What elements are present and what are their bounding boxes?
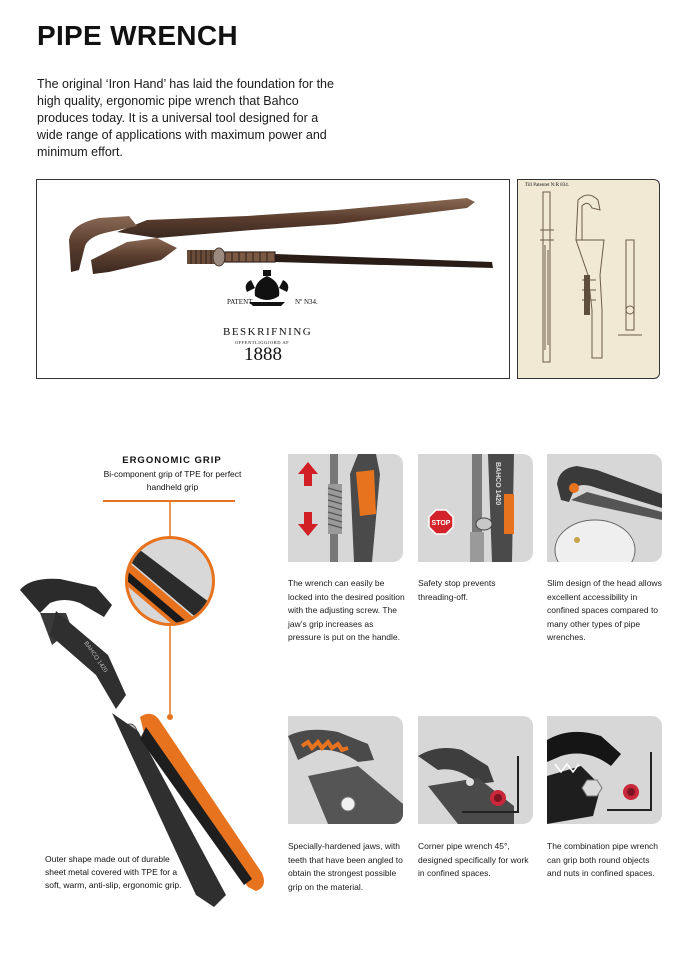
feature-text-safety-stop: Safety stop prevents threading-off. xyxy=(418,578,496,602)
brand-text: BAHCO 1420 xyxy=(494,462,501,506)
feature-text-corner-wrench: Corner pipe wrench 45°, designed specifically for work in confined spaces. xyxy=(418,841,529,878)
feature-text-slim-head: Slim design of the head allows excellent accessibility in confined spaces compared to many other types of pipe wrenches. xyxy=(547,578,662,642)
callout-divider xyxy=(103,500,235,502)
technical-drawing xyxy=(517,179,660,379)
feature-panel-safety-stop xyxy=(418,454,533,562)
patent-number: Nº N34. xyxy=(295,298,318,306)
description-heading: BESKRIFNING xyxy=(223,326,313,338)
stop-label: STOP xyxy=(431,520,451,527)
patent-drawing-illustration xyxy=(518,180,659,378)
feature-panel-adjusting-screw xyxy=(288,454,403,562)
historical-wrench-image xyxy=(36,179,510,379)
feature-panel-hardened-jaws xyxy=(288,716,403,824)
feature-panel-combination xyxy=(547,716,662,824)
arrow-down-icon xyxy=(298,512,318,536)
feature-panel-slim-head xyxy=(547,454,662,562)
feature-text-combination: The combination pipe wrench can grip both round objects and nuts in confined spaces. xyxy=(547,841,659,878)
drawing-caption: Till Patentet N:R 834. xyxy=(525,183,569,188)
ergonomic-grip-text: Bi-component grip of TPE for perfect handheld grip xyxy=(103,469,242,492)
patent-label: PATENT xyxy=(227,298,253,306)
patent-year: 1888 xyxy=(244,344,282,365)
page-title: PIPE WRENCH xyxy=(37,20,238,51)
description-sub: OFFENTLIGGJORD AF xyxy=(235,340,290,345)
intro-paragraph: The original ‘Iron Hand’ has laid the foundation for the high quality, ergonomic pipe wrench that Bahco produces today. It is a universal tool designed for a wide range of applications with maximum power and minimum effort. xyxy=(37,77,334,159)
nut-icon xyxy=(582,780,602,796)
feature-panel-corner-wrench xyxy=(418,716,533,824)
svg-text:BAHCO 1420: BAHCO 1420 xyxy=(82,640,109,674)
feature-text-hardened-jaws: Specially-hardened jaws, with teeth that have been angled to obtain the strongest possible grip on the material. xyxy=(288,841,403,892)
outer-shape-text: Outer shape made out of durable sheet metal covered with TPE for a soft, warm, anti-slip, ergonomic grip. xyxy=(45,854,182,890)
arrow-up-icon xyxy=(298,462,318,486)
ergonomic-grip-title: ERGONOMIC GRIP xyxy=(122,455,222,466)
feature-text-adjusting-screw: The wrench can easily be locked into the desired position with the adjusting screw. The jaw’s grip increases as pressure is put on the handle. xyxy=(288,578,405,642)
